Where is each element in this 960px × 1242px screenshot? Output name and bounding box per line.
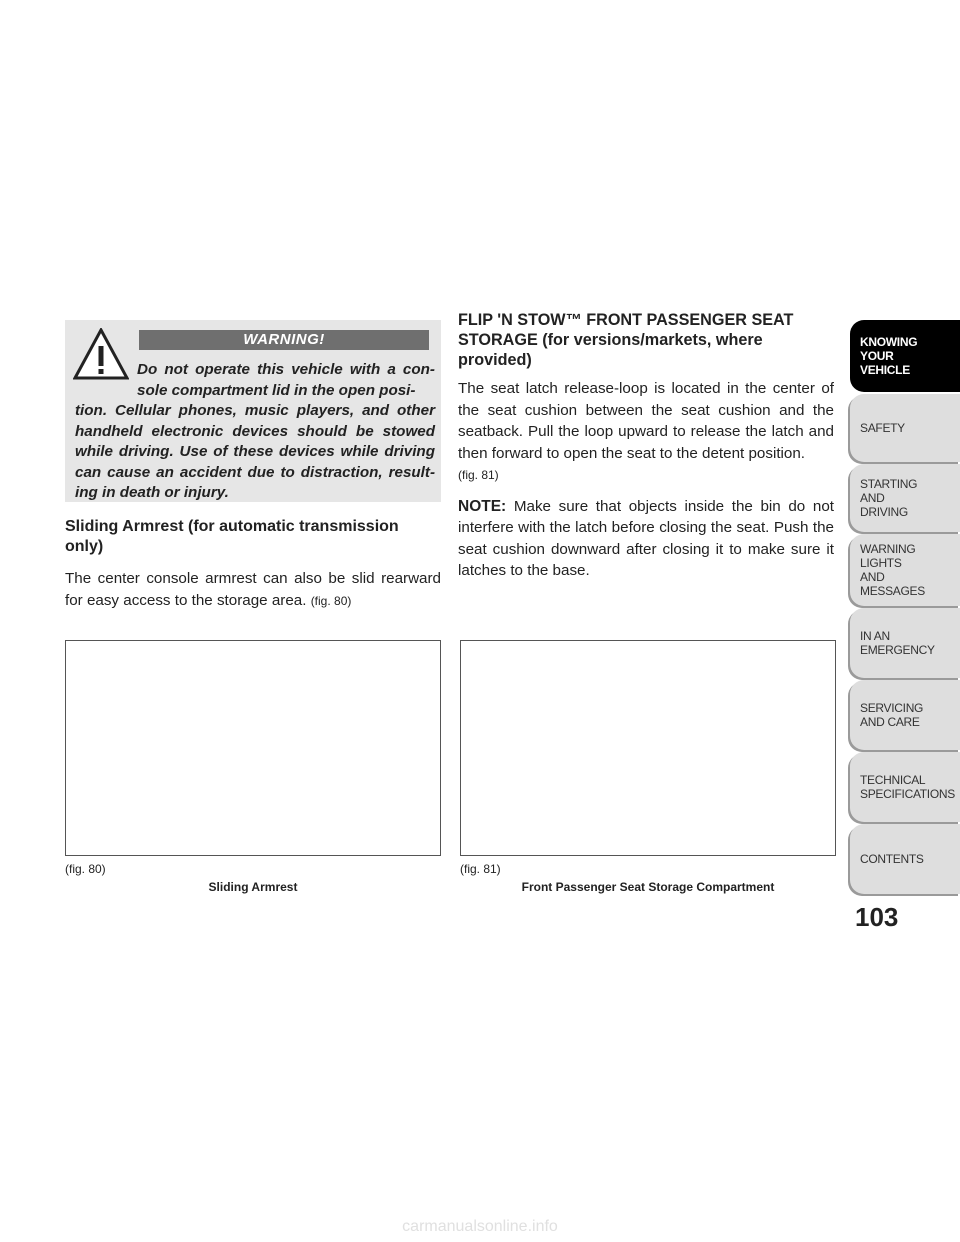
tab-starting-and-driving[interactable]: STARTING AND DRIVING — [850, 464, 960, 532]
left-column — [65, 517, 441, 612]
warning-heading: WARNING! — [139, 330, 429, 350]
fig-ref-80: (fig. 80) — [310, 593, 352, 608]
figure-80-image — [65, 640, 441, 856]
tab-in-an-emergency[interactable]: IN AN EMERGENCY — [850, 608, 960, 678]
watermark: carmanualsonline.info — [402, 1218, 558, 1235]
figure-81-image — [460, 640, 836, 856]
figure-81-title: Front Passenger Seat Storage Compartment — [521, 880, 775, 894]
page-number: 103 — [855, 902, 899, 932]
figure-80-id: (fig. 80) — [65, 862, 106, 876]
warning-box — [65, 320, 441, 502]
sliding-armrest-heading: Sliding Armrest (for automatic transmission only) — [65, 518, 399, 555]
tab-warning-lights-and-messages[interactable]: WARNING LIGHTS AND MESSAGES — [850, 534, 960, 606]
warning-text-first: Do not operate this vehicle with a con-sole compartment lid in the open posi- — [137, 361, 435, 399]
note-label: NOTE: — [458, 497, 507, 515]
warning-text-rest: tion. Cellular phones, music players, and other handheld electronic devices should be stowed while driving. Use of these devices while driving can cause an accident due to distraction, result-ing in death or injury. — [75, 402, 435, 501]
tab-knowing-your-vehicle[interactable]: KNOWING YOUR VEHICLE — [850, 320, 960, 392]
right-column — [458, 310, 834, 582]
figure-80-title: Sliding Armrest — [208, 880, 298, 894]
tab-safety[interactable]: SAFETY — [850, 394, 960, 462]
fig-ref-81: (fig. 81) — [458, 468, 499, 482]
flip-n-stow-heading: FLIP 'N STOW™ FRONT PASSENGER SEAT STORAGE (for versions/markets, where provided) — [458, 311, 794, 369]
tab-contents[interactable]: CONTENTS — [850, 824, 960, 894]
note-text: Make sure that objects inside the bin do not interfere with the latch before closing the seat. Push the seat cushion downward after closing it to make sure it latches to the base. — [458, 497, 834, 579]
tab-servicing-and-care[interactable]: SERVICING AND CARE — [850, 680, 960, 750]
figure-81-id: (fig. 81) — [460, 862, 501, 876]
tab-technical-specifications[interactable]: TECHNICAL SPECIFICATIONS — [850, 752, 960, 822]
flip-n-stow-body: The seat latch release-loop is located in the center of the seat cushion between the seat cushion and the seatback. Pull the loop upward to release the latch and then forward to open the seat to the detent position. — [458, 380, 834, 462]
sliding-armrest-body: The center console armrest can also be slid rearward for easy access to the storage area. — [65, 570, 441, 609]
